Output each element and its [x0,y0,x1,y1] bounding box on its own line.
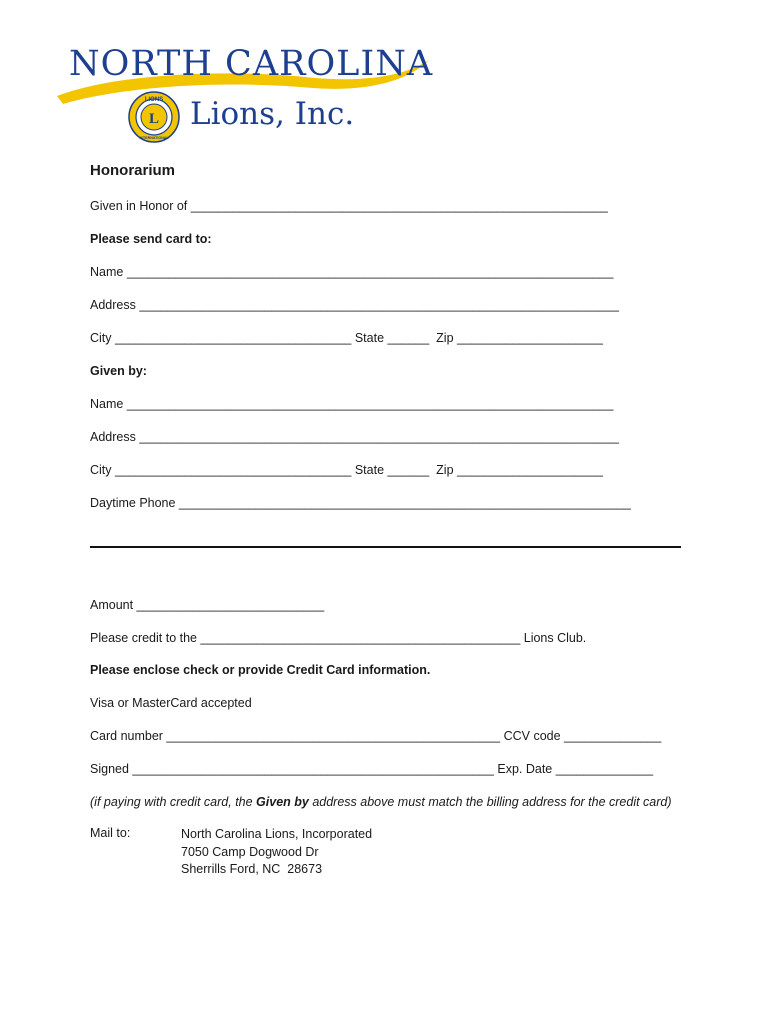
form-heading: Honorarium [90,162,176,179]
mail-line-street: 7050 Camp Dogwood Dr [181,844,319,859]
mail-to-label: Mail to: [90,826,131,840]
send-card-to-label: Please send card to: [90,232,212,246]
cards-accepted-text: Visa or MasterCard accepted [90,696,252,710]
north-carolina-lions-logo [55,38,435,143]
card-number-ccv-field[interactable]: Card number ________________________________________________ CCV code ______________ [90,729,662,743]
by-address-field[interactable]: Address _____________________________________________________________________ [90,430,620,444]
mail-address-block [181,826,372,879]
billing-note-bold: Given by [256,795,309,809]
send-city-state-zip-field[interactable]: City __________________________________ State ______ Zip _____________________ [90,331,603,345]
daytime-phone-field[interactable]: Daytime Phone _________________________________________________________________ [90,496,631,510]
billing-note-post: address above must match the billing address for the credit card) [308,795,672,809]
emblem-bottom-text: INTERNATIONAL [139,136,169,140]
enclose-instructions: Please enclose check or provide Credit Card information. [90,663,431,677]
send-address-field[interactable]: Address _____________________________________________________________________ [90,298,620,312]
by-name-field[interactable]: Name ______________________________________________________________________ [90,397,614,411]
credit-to-field[interactable]: Please credit to the ______________________________________________ Lions Club. [90,631,587,645]
given-by-label: Given by: [90,364,147,378]
amount-field[interactable]: Amount ___________________________ [90,598,325,612]
emblem-letter: L [148,111,160,127]
billing-note-pre: (if paying with credit card, the [90,795,257,809]
mail-line-org: North Carolina Lions, Incorporated [181,827,373,841]
logo-title: NORTH CAROLINA [69,44,434,84]
signed-exp-date-field[interactable]: Signed ____________________________________________________ Exp. Date ______________ [90,762,654,776]
section-divider [90,546,681,548]
lions-emblem-icon [128,91,180,143]
given-in-honor-field[interactable]: Given in Honor of ____________________________________________________________ [90,199,608,213]
logo-subtitle: Lions, Inc. [190,96,355,132]
mail-line-city: Sherrills Ford, NC 28673 [181,862,323,876]
billing-note [90,794,672,810]
send-name-field[interactable]: Name ______________________________________________________________________ [90,265,614,279]
by-city-state-zip-field[interactable]: City __________________________________ State ______ Zip _____________________ [90,463,603,477]
emblem-top-text: LIONS [144,97,164,103]
